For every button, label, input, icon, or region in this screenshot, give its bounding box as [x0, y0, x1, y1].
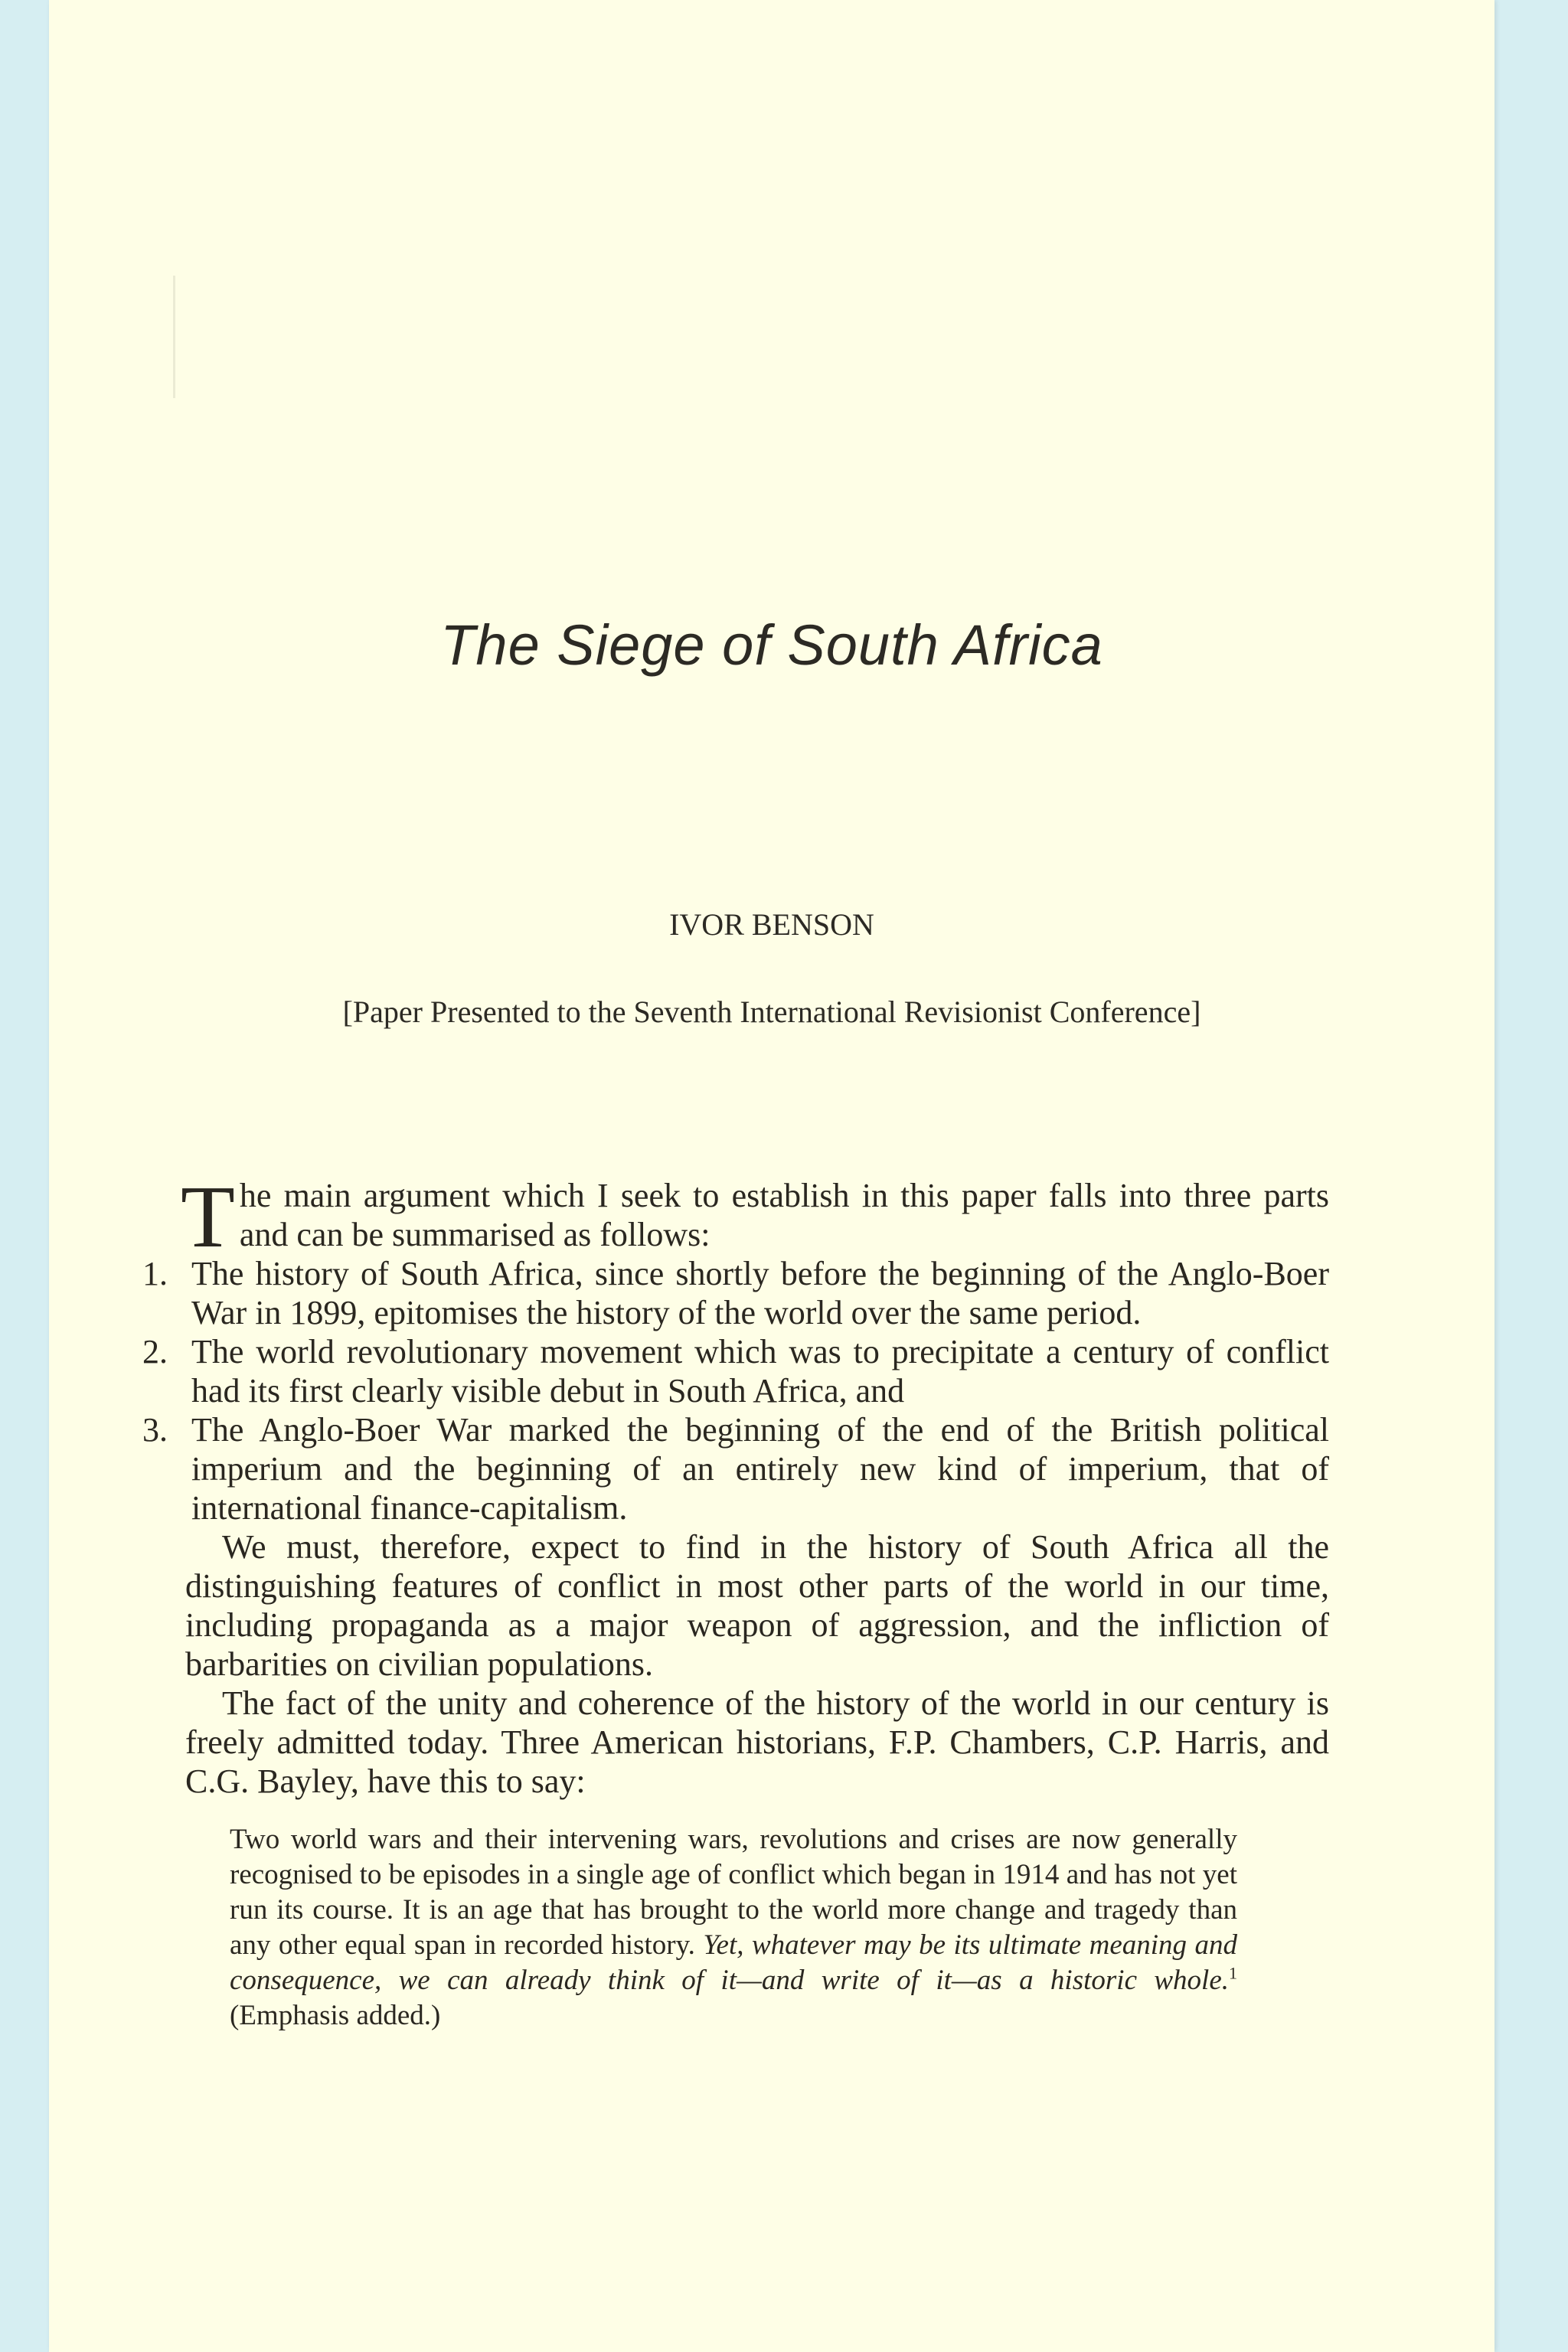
footnote-marker: 1	[1229, 1963, 1237, 1983]
list-item	[142, 1254, 1329, 1332]
list-item-number: 1.	[142, 1255, 168, 1292]
quote-text: Two world wars and their intervening wars, revolutions and crises are now generally recognised to be episodes in a single age of conflict which began in 1914 and has not yet run its course. It is an age that has brought to the world more change and tragedy than any other equal span in recorded history.	[230, 1824, 1237, 1961]
intro-paragraph	[181, 1168, 1329, 1266]
page-edge-mark	[173, 276, 175, 398]
list-item	[142, 1410, 1329, 1527]
page-title: The Siege of South Africa	[440, 613, 1103, 677]
body-paragraph: The fact of the unity and coherence of the history of the world in our century is freely admitted today. Three American historians, F.P. Chambers, C.P. Harris, and C.G. Bayley, have this to say:	[185, 1684, 1329, 1800]
list-item-text: The Anglo-Boer War marked the beginning of the end of the British political imperium and the beginning of an entirely new kind of imperium, that of international finance-capitalism.	[191, 1411, 1329, 1527]
block-quote	[230, 1822, 1237, 2034]
article-body	[142, 1168, 1329, 2034]
body-paragraph: We must, therefore, expect to find in the history of South Africa all the distinguishing features of conflict in most other parts of the world in our time, including propaganda as a major weapon of aggression, and the infliction of barbarities on civilian populations.	[185, 1528, 1329, 1683]
paper-subtitle: [Paper Presented to the Seventh International Revisionist Conference]	[342, 995, 1201, 1029]
numbered-list	[142, 1254, 1329, 1527]
intro-text: he main argument which I seek to establish in this paper falls into three parts and can be summarised as follows:	[239, 1177, 1329, 1253]
list-item-number: 2.	[142, 1333, 168, 1370]
author-name: IVOR BENSON	[669, 907, 874, 942]
quote-tail: (Emphasis added.)	[230, 2000, 441, 2031]
quote-emphasis: Yet, whatever may be its ultimate meaning and consequence, we can already think of it—and write of it—as a historic whole.	[230, 1929, 1237, 1996]
drop-cap: T	[181, 1168, 235, 1266]
list-item-number: 3.	[142, 1411, 168, 1449]
list-item	[142, 1332, 1329, 1410]
document-page	[49, 0, 1494, 2352]
list-item-text: The history of South Africa, since shortly before the beginning of the Anglo-Boer War in 1899, epitomises the history of the world over the same period.	[191, 1255, 1329, 1331]
list-item-text: The world revolutionary movement which was to precipitate a century of conflict had its first clearly visible debut in South Africa, and	[191, 1333, 1329, 1410]
